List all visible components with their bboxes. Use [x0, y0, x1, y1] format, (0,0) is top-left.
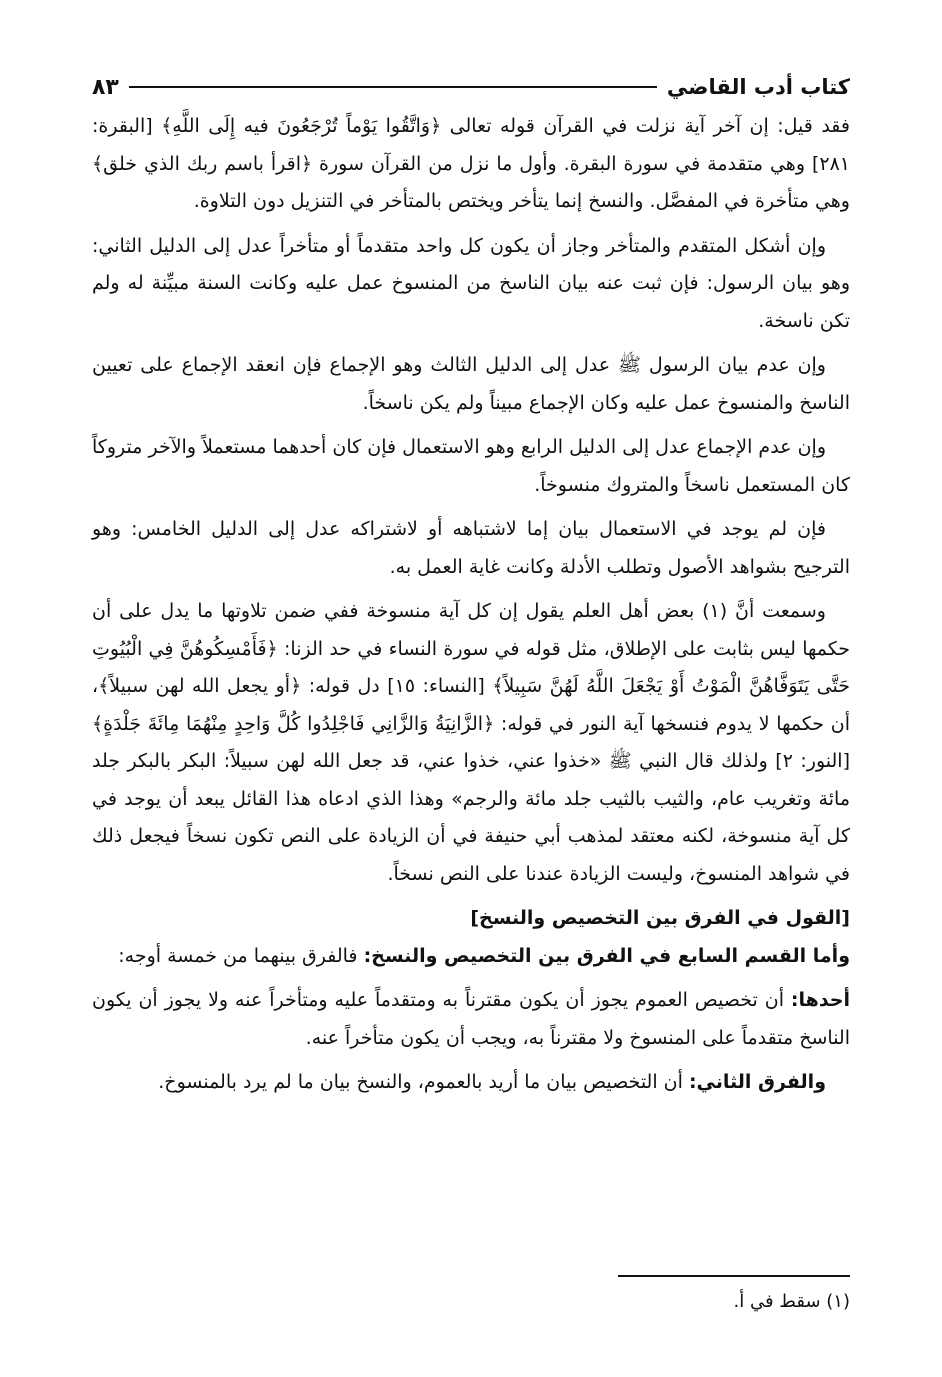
paragraph: وإن عدم الإجماع عدل إلى الدليل الرابع وهو الاستعمال فإن كان أحدهما مستعملاً والآخر متروكاً كان المستعمل ناسخاً والمتروك منسوخاً.	[92, 436, 850, 496]
section-heading: [القول في الفرق بين التخصيص والنسخ]	[470, 907, 850, 929]
paragraph-body: أن تخصيص العموم يجوز أن يكون مقترناً به ومتقدماً عليه ومتأخراً عنه ولا يجوز أن يكون الناسخ متقدماً على المنسوخ ولا مقترناً به، ويجب أن يكون متأخراً عنه.	[92, 989, 850, 1049]
main-text	[92, 108, 850, 1109]
paragraph-body: فالفرق بينهما من خمسة أوجه:	[118, 944, 358, 967]
paragraph: وإن أشكل المتقدم والمتأخر وجاز أن يكون كل واحد متقدماً أو متأخراً عدل إلى الدليل الثاني: وهو بيان الرسول: فإن ثبت عنه بيان الناسخ من المنسوخ عمل عليه وكانت السنة مبيِّنة له ولم تكن ناسخة.	[92, 234, 850, 332]
footnote-divider	[618, 1275, 850, 1277]
paragraph: وإن عدم بيان الرسول ﷺ عدل إلى الدليل الثالث وهو الإجماع فإن انعقد الإجماع على تعيين الناسخ والمنسوخ عمل عليه وكان الإجماع مبيناً ولم يكن ناسخاً.	[92, 354, 850, 414]
footnote: (١) سقط في أ.	[733, 1291, 850, 1312]
paragraph: فقد قيل: إن آخر آية نزلت في القرآن قوله تعالى ﴿وَاتَّقُوا يَوْماً تُرْجَعُونَ فيه إِلَى اللَّهِ﴾ [البقرة: ٢٨١] وهي متقدمة في سورة البقرة. وأول ما نزل من القرآن سورة ﴿اقرأ باسم ربك الذي خلق﴾ وهي متأخرة في المفصَّل. والنسخ إنما يتأخر ويختص بالمتأخر في التنزيل دون التلاوة.	[92, 115, 850, 212]
paragraph	[92, 982, 850, 1057]
paragraph-lead: والفرق الثاني:	[688, 1071, 826, 1093]
page-number: ٨٣	[92, 74, 119, 100]
paragraph	[92, 1064, 850, 1102]
paragraph-lead: أحدها:	[790, 989, 851, 1011]
paragraph: فإن لم يوجد في الاستعمال بيان إما لاشتباهه أو لاشتراكه عدل إلى الدليل الخامس: وهو الترجيح بشواهد الأصول وتطلب الأدلة وكانت غاية العمل به.	[92, 518, 850, 578]
paragraph-lead: وأما القسم السابع في الفرق بين التخصيص والنسخ:	[363, 944, 850, 967]
paragraph: وسمعت أنَّ (١) بعض أهل العلم يقول إن كل آية منسوخة ففي ضمن تلاوتها ما يدل على أن حكمها ليس بثابت على الإطلاق، مثل قوله في سورة النساء في حد الزنا: ﴿فَأَمْسِكُوهُنَّ فِي الْبُيُوتِ حَتَّى يَتَوَفَّاهُنَّ الْمَوْتُ أَوْ يَجْعَلَ اللَّهُ لَهُنَّ سَبِيلاً﴾ [النساء: ١٥] دل قوله: ﴿أو يجعل الله لهن سبيلاً﴾، أن حكمها لا يدوم فنسخها آية النور في قوله: ﴿الزَّانِيَةُ وَالزَّانِي فَاجْلِدُوا كُلَّ وَاحِدٍ مِنْهُمَا مِائَةَ جَلْدَةٍ﴾ [النور: ٢] ولذلك قال النبي ﷺ «خذوا عني، خذوا عني، قد جعل الله لهن سبيلاً: البكر بالبكر جلد مائة وتغريب عام، والثيب بالثيب جلد مائة والرجم» وهذا الذي ادعاه هذا القائل يبعد أن يوجد في كل آية منسوخة، لكنه معتقد لمذهب أبي حنيفة في أن الزيادة على النص تكون نسخاً فيجعل ذلك في شواهد المنسوخ، وليست الزيادة عندنا على النص نسخاً.	[92, 600, 851, 885]
paragraph-body: أن التخصيص بيان ما أريد بالعموم، والنسخ بيان ما لم يرد بالمنسوخ.	[158, 1071, 683, 1093]
paragraph	[92, 938, 850, 976]
header-rule	[129, 86, 657, 88]
page-header	[92, 70, 850, 104]
running-title: كتاب أدب القاضي	[666, 75, 850, 99]
